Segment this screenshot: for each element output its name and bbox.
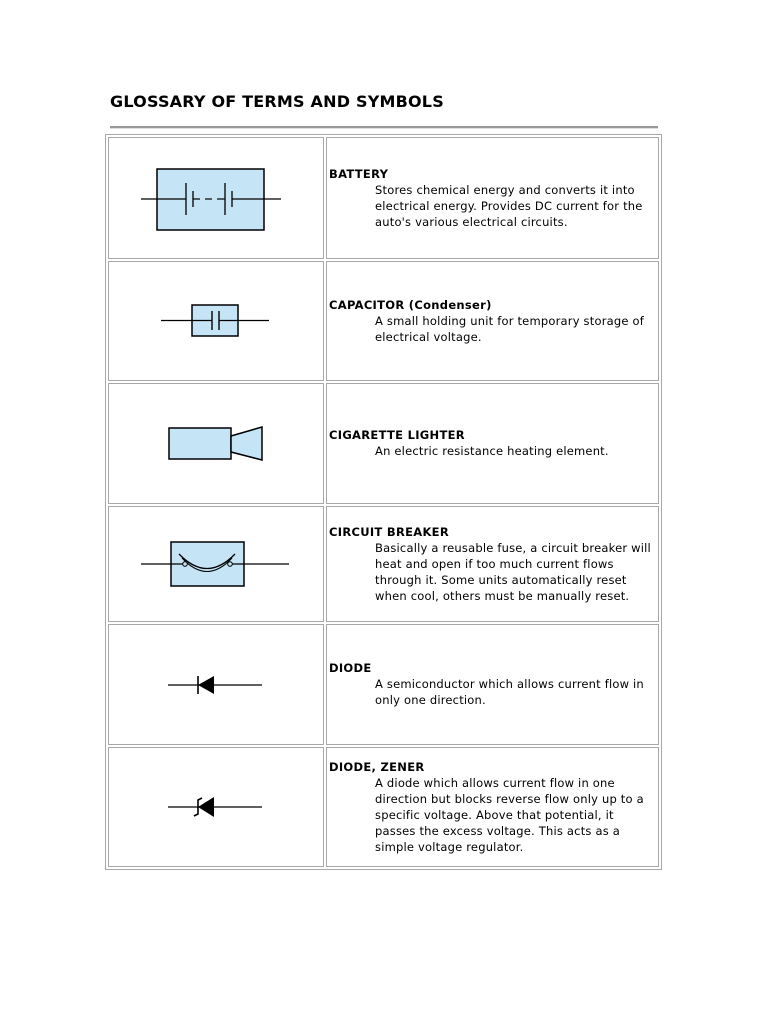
symbol-cell <box>108 137 324 259</box>
term-name: CIRCUIT BREAKER <box>329 524 449 539</box>
glossary-row-diode <box>108 624 659 745</box>
battery-icon <box>141 163 291 233</box>
description-cell <box>326 624 659 745</box>
cigarette-lighter-icon <box>166 424 266 464</box>
term-definition: A small holding unit for temporary storage of electrical voltage. <box>375 313 644 344</box>
glossary-table <box>105 134 662 870</box>
term-name: BATTERY <box>329 166 389 181</box>
term-name: DIODE, ZENER <box>329 759 425 774</box>
circuit-breaker-icon <box>141 539 291 589</box>
term-name: CIGARETTE LIGHTER <box>329 428 465 442</box>
capacitor-icon <box>161 301 271 341</box>
symbol-cell <box>108 383 324 504</box>
diode-icon <box>166 673 266 697</box>
term-name: DIODE <box>329 661 372 675</box>
glossary-row-battery <box>108 137 659 259</box>
term-definition: An electric resistance heating element. <box>375 444 609 458</box>
glossary-row-zener-diode <box>108 747 659 867</box>
term-definition: Basically a reusable fuse, a circuit breaker will heat and open if too much current flows through it. Some units automatically reset when cool, others must be manually reset. <box>375 540 651 603</box>
term-name: CAPACITOR (Condenser) <box>329 297 492 312</box>
page-title: GLOSSARY OF TERMS AND SYMBOLS <box>110 92 444 111</box>
glossary-row-capacitor <box>108 261 659 381</box>
term-definition: Stores chemical energy and converts it into electrical energy. Provides DC current for the auto's various electrical circuits. <box>375 182 643 229</box>
term-definition: A diode which allows current flow in one direction but blocks reverse flow only up to a specific voltage. Above that potential, it passes the excess voltage. This acts as a simple voltage regulator. <box>375 775 644 854</box>
description-cell <box>326 137 659 259</box>
description-cell <box>326 261 659 381</box>
glossary-row-circuit-breaker <box>108 506 659 622</box>
glossary-row-cigarette-lighter <box>108 383 659 504</box>
description-cell <box>326 506 659 622</box>
symbol-cell <box>108 747 324 867</box>
term-definition: A semiconductor which allows current flow in only one direction. <box>375 677 644 707</box>
symbol-cell <box>108 261 324 381</box>
description-cell <box>326 747 659 867</box>
title-divider <box>110 126 658 129</box>
description-cell <box>326 383 659 504</box>
symbol-cell <box>108 506 324 622</box>
zener-diode-icon <box>166 793 266 821</box>
symbol-cell <box>108 624 324 745</box>
